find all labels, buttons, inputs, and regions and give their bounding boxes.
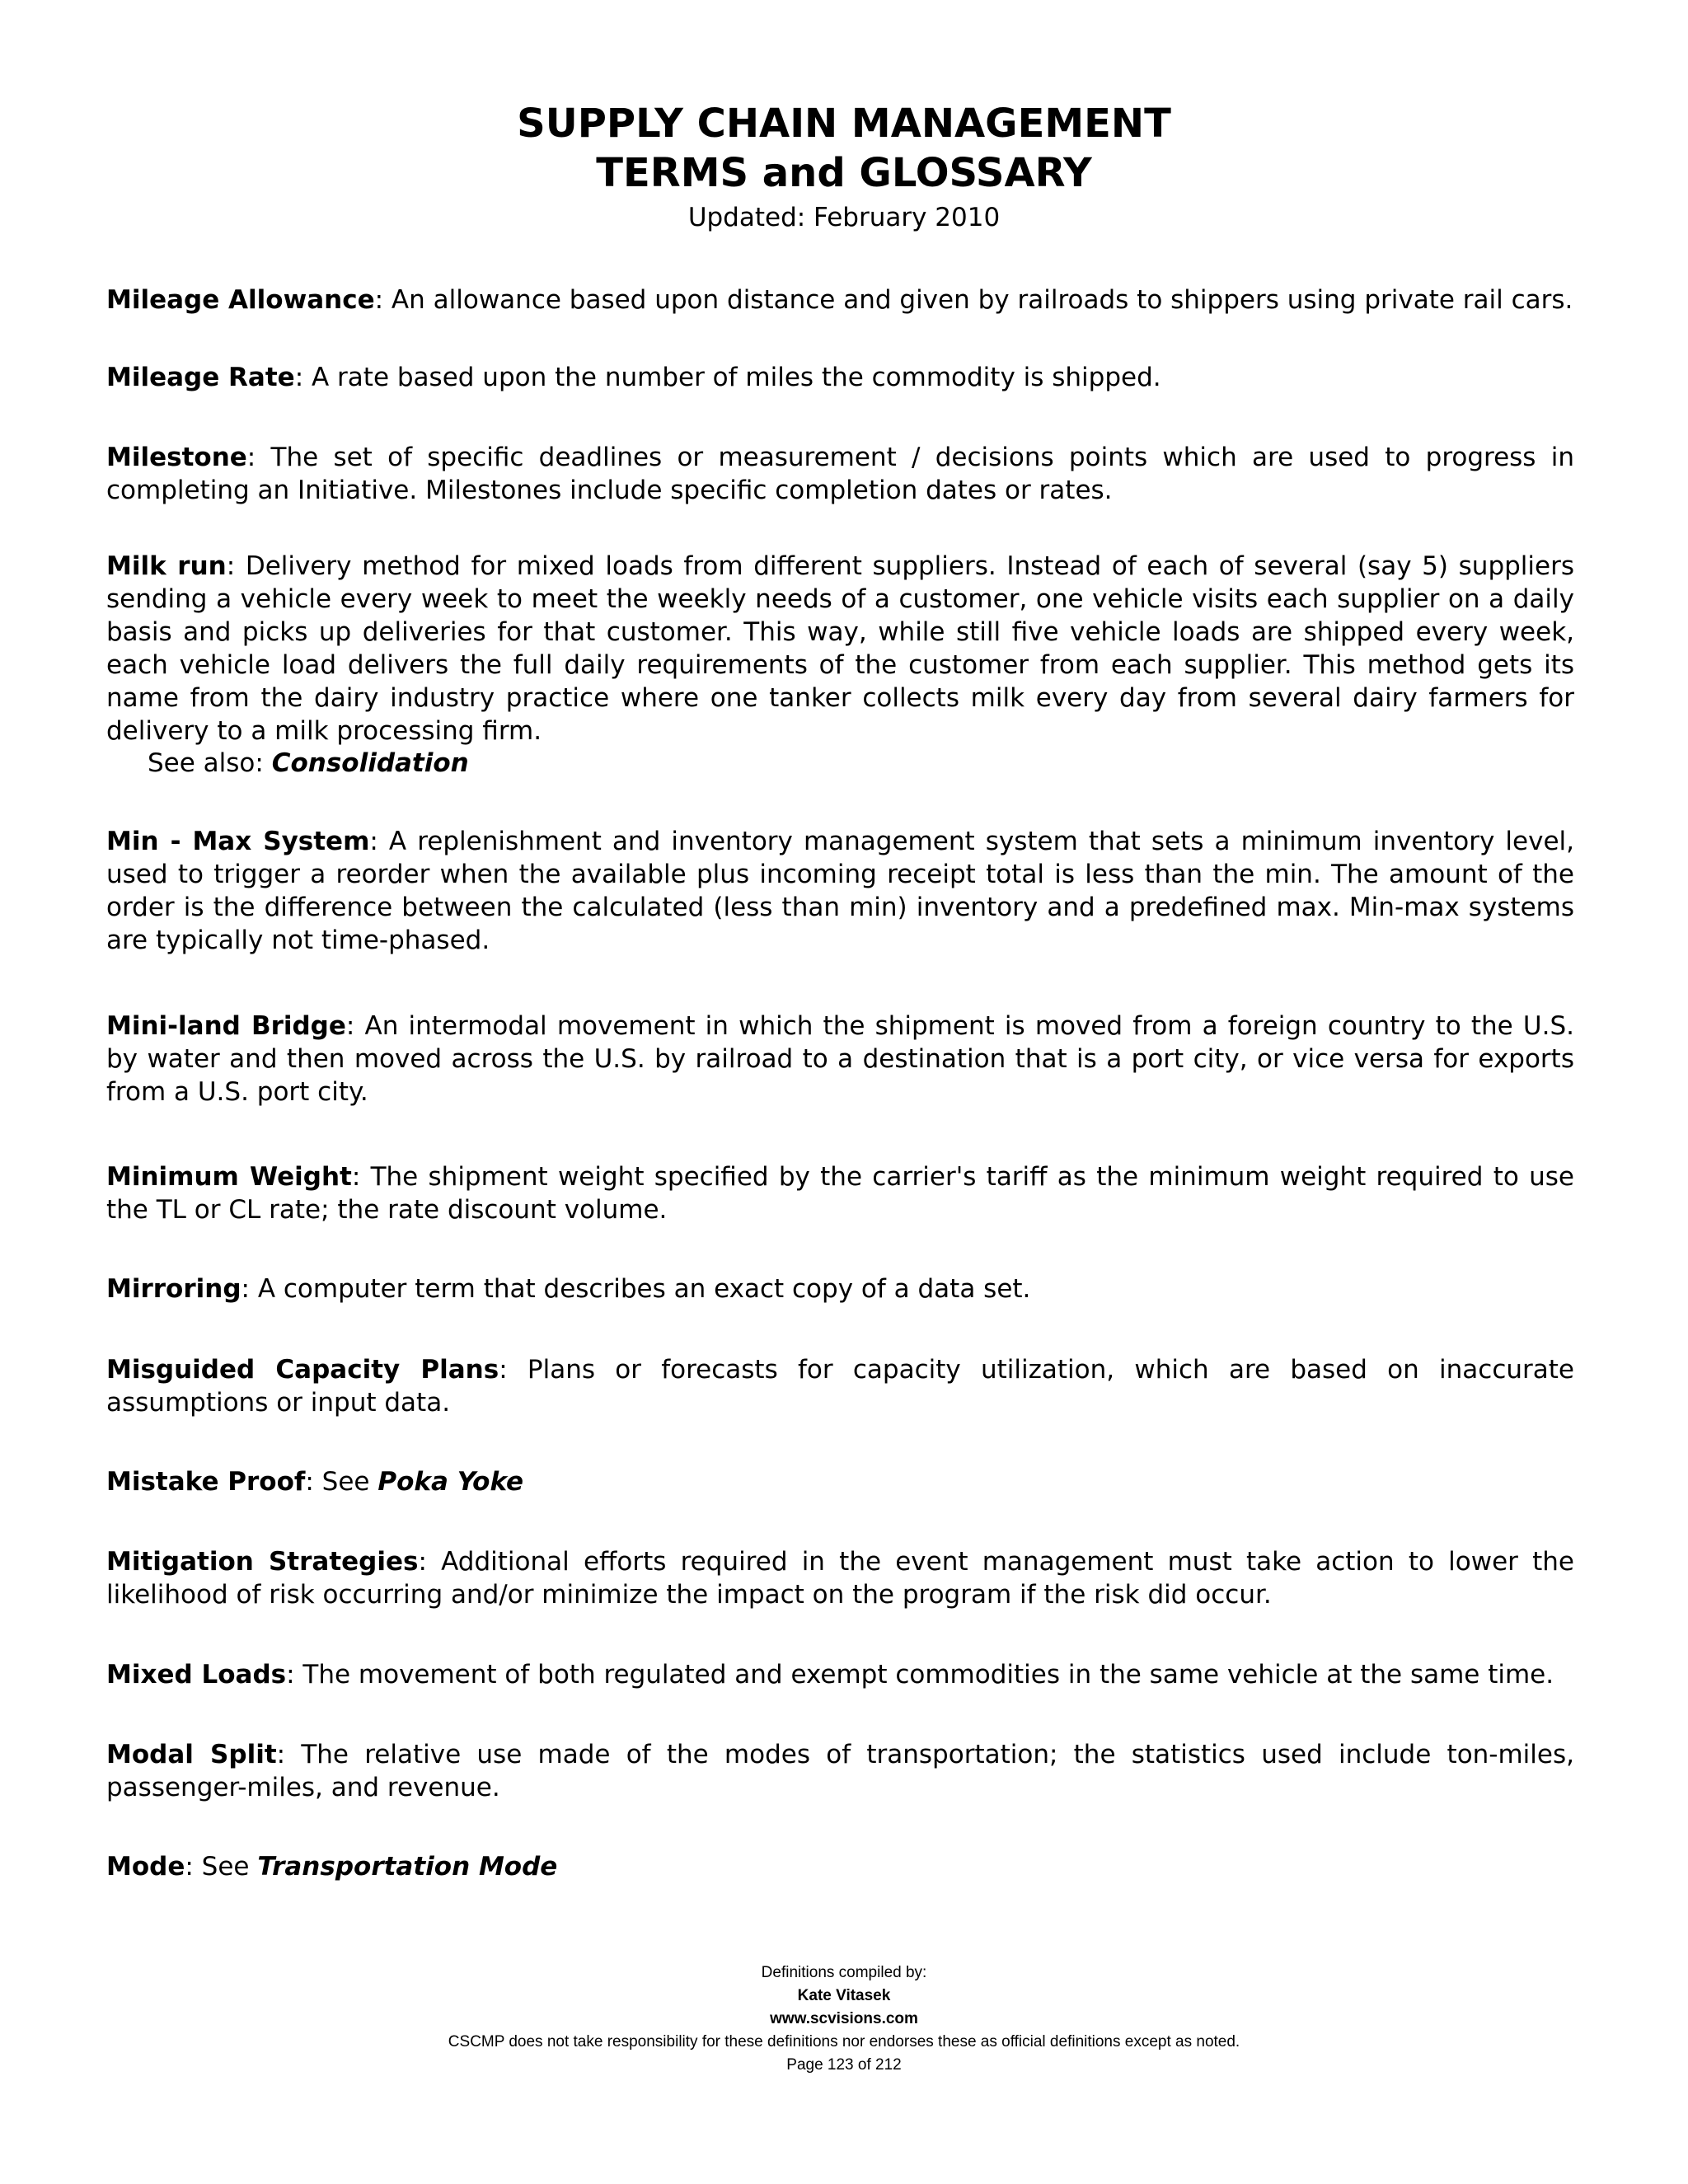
glossary-entry-mode	[106, 1850, 1574, 1883]
footer-website-link[interactable]: www.scvisions.com	[770, 2010, 918, 2027]
cross-reference-transportation-mode[interactable]: Transportation Mode	[257, 1852, 558, 1882]
glossary-entry-minimum-weight	[106, 1160, 1574, 1226]
cross-reference-poka-yoke[interactable]: Poka Yoke	[377, 1467, 523, 1497]
definition: : Plans or forecasts for capacity utilization, which are based on inaccurate assumptions or input data.	[106, 1355, 1574, 1418]
term: Minimum Weight	[106, 1162, 352, 1192]
definition: : The movement of both regulated and exempt commodities in the same vehicle at the same time.	[286, 1660, 1554, 1690]
footer-disclaimer: CSCMP does not take responsibility for these definitions nor endorses these as official definitions except as noted.	[448, 2033, 1240, 2050]
glossary-entry-mini-land-bridge	[106, 1010, 1574, 1108]
glossary-entry-modal-split	[106, 1738, 1574, 1804]
glossary-entry-min-max-system	[106, 825, 1574, 957]
title-line-1: SUPPLY CHAIN MANAGEMENT	[517, 101, 1171, 147]
footer-compiled-by: Definitions compiled by:	[761, 1964, 927, 1981]
definition: : The set of specific deadlines or measurement / decisions points which are used to progress in completing an Initiative. Milestones include specific completion dates or rates.	[106, 443, 1574, 505]
glossary-entry-milk-run	[106, 550, 1574, 748]
definition: : The relative use made of the modes of transportation; the statistics used include ton-miles, passenger-miles, and revenue.	[106, 1740, 1574, 1802]
definition: : See	[305, 1467, 378, 1497]
see-also-label: See also:	[148, 748, 272, 778]
see-also-milk-run	[148, 747, 469, 780]
page-footer	[0, 1961, 1688, 2077]
definition: : A replenishment and inventory management system that sets a minimum inventory level, used to trigger a reorder when the available plus incoming receipt total is less than the min. The amount of the order is the difference between the calculated (less than min) inventory and a predefined max. Min-max systems are typically not time-phased.	[106, 827, 1574, 955]
term: Mirroring	[106, 1274, 241, 1304]
footer-author: Kate Vitasek	[797, 1987, 891, 2004]
definition: : The shipment weight specified by the carrier's tariff as the minimum weight required to use the TL or CL rate; the rate discount volume.	[106, 1162, 1574, 1225]
term: Mileage Allowance	[106, 285, 375, 315]
definition: : Delivery method for mixed loads from different suppliers. Instead of each of several (say 5) suppliers sending a vehicle every week to meet the weekly needs of a customer, one vehicle visits each supplier on a daily basis and picks up deliveries for that customer. This way, while still five vehicle loads are shipped every week, each vehicle load delivers the full daily requirements of the customer from each supplier. This method gets its name from the dairy industry practice where one tanker collects milk every day from several dairy farmers for delivery to a milk processing firm.	[106, 551, 1574, 746]
definition: : A computer term that describes an exact copy of a data set.	[241, 1274, 1031, 1304]
term: Mileage Rate	[106, 363, 295, 392]
definition: : A rate based upon the number of miles the commodity is shipped.	[294, 363, 1161, 392]
term: Mitigation Strategies	[106, 1547, 419, 1577]
definition: : See	[185, 1852, 258, 1882]
definition: : An allowance based upon distance and given by railroads to shippers using private rail cars.	[374, 285, 1573, 315]
glossary-entry-mileage-allowance	[106, 284, 1574, 316]
term: Mixed Loads	[106, 1660, 287, 1690]
glossary-entry-mixed-loads	[106, 1658, 1574, 1691]
term: Misguided Capacity Plans	[106, 1355, 499, 1385]
page-number: Page 123 of 212	[786, 2056, 902, 2074]
term: Modal Split	[106, 1740, 277, 1769]
cross-reference-consolidation[interactable]: Consolidation	[271, 748, 469, 778]
glossary-entry-mirroring	[106, 1272, 1574, 1305]
definition: : Additional efforts required in the event management must take action to lower the likelihood of risk occurring and/or minimize the impact on the program if the risk did occur.	[106, 1547, 1575, 1610]
glossary-entry-mitigation-strategies	[106, 1545, 1574, 1611]
definition: : An intermodal movement in which the shipment is moved from a foreign country to the U.S. by water and then moved across the U.S. by railroad to a destination that is a port city, or vice versa for exports from a U.S. port city.	[106, 1011, 1574, 1107]
term: Mode	[106, 1852, 185, 1882]
glossary-entry-mileage-rate	[106, 361, 1574, 394]
term: Mini-land Bridge	[106, 1011, 346, 1041]
glossary-entry-misguided-capacity-plans	[106, 1353, 1574, 1419]
term: Milk run	[106, 551, 227, 581]
term: Min - Max System	[106, 827, 370, 856]
title-line-2: TERMS and GLOSSARY	[596, 150, 1092, 196]
glossary-entry-mistake-proof	[106, 1465, 1574, 1498]
document-header	[0, 99, 1688, 234]
glossary-entry-milestone	[106, 441, 1574, 507]
term: Milestone	[106, 443, 247, 472]
term: Mistake Proof	[106, 1467, 306, 1497]
updated-date: Updated: February 2010	[687, 203, 1001, 232]
